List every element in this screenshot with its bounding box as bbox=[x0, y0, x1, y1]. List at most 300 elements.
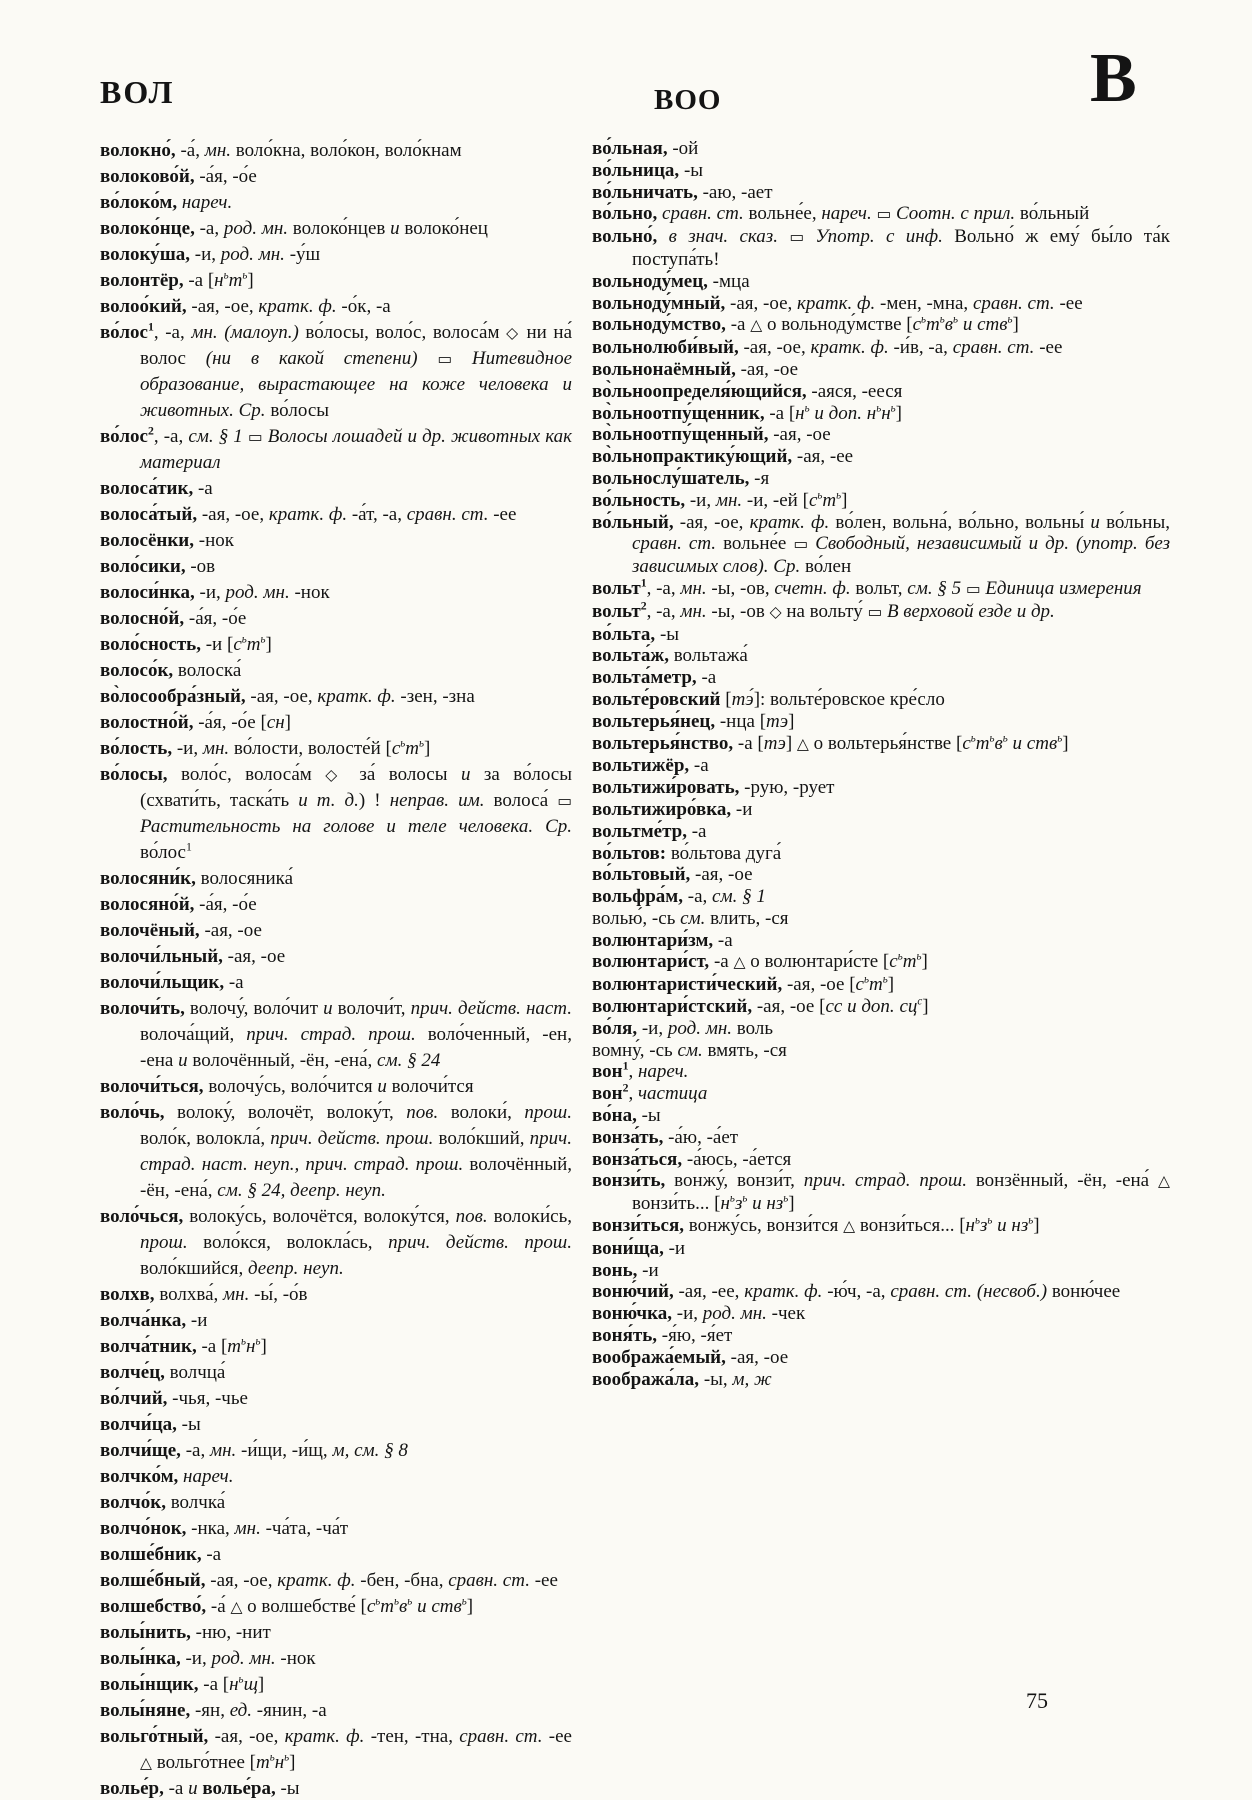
headword: во́льная, bbox=[592, 138, 668, 159]
entry-text: сс bbox=[825, 996, 843, 1018]
headword: во́лость, bbox=[100, 738, 173, 759]
headword: вольтерья́нство, bbox=[592, 732, 734, 754]
headword: волюнтари́зм, bbox=[592, 929, 714, 951]
entry-text: △ bbox=[1158, 1172, 1170, 1191]
entry-text: -мен, -мна, bbox=[875, 292, 973, 314]
entry-text: -а bbox=[709, 951, 734, 973]
headword: воню́чий, bbox=[592, 1281, 674, 1303]
entry-text: ь bbox=[241, 633, 247, 646]
headword: во̀льноопределя́ющийся, bbox=[592, 380, 807, 402]
entry-text: △ bbox=[733, 953, 746, 972]
dictionary-entry bbox=[100, 1490, 572, 1516]
dictionary-entry bbox=[100, 1542, 572, 1568]
entry-text: нареч. bbox=[821, 203, 872, 225]
entry-text: волоку́, волочёт, волоку́т, bbox=[164, 1102, 407, 1123]
dictionary-entry bbox=[100, 164, 572, 190]
entry-text: о волюнтари́сте [ bbox=[745, 951, 890, 973]
entry-text: и bbox=[377, 1076, 387, 1097]
entry-text: ь bbox=[783, 1192, 789, 1205]
headword: вольфра́м, bbox=[592, 886, 683, 908]
entry-text: -ая, -ое, bbox=[205, 1570, 278, 1591]
entry-text: -а bbox=[696, 667, 717, 689]
entry-text: -ая, -ое, bbox=[245, 686, 318, 707]
entry-text: волоко́нец bbox=[399, 218, 488, 239]
dictionary-entry bbox=[100, 1516, 572, 1542]
entry-text: кратк. ф. bbox=[749, 511, 830, 533]
entry-text: -а bbox=[193, 478, 213, 499]
headword: волонтёр, bbox=[100, 270, 184, 291]
dictionary-entry bbox=[100, 1438, 572, 1464]
entry-text: ь bbox=[242, 269, 248, 282]
entry-text: ь bbox=[974, 1214, 980, 1227]
headword: волше́бный, bbox=[100, 1570, 206, 1591]
dictionary-entry bbox=[592, 403, 1170, 425]
dictionary-entry bbox=[592, 381, 1170, 403]
entry-text: ▭ bbox=[247, 428, 263, 446]
dictionary-entry bbox=[592, 733, 1170, 756]
entry-text: -и bbox=[731, 798, 753, 820]
entry-text: -рую, -рует bbox=[739, 777, 835, 799]
dictionary-entry bbox=[592, 226, 1170, 271]
entry-text: см. bbox=[907, 577, 933, 599]
headword: волосяно́й, bbox=[100, 894, 195, 915]
headword: во̀льнопрактику́ющий, bbox=[592, 446, 793, 468]
dictionary-entry bbox=[592, 843, 1170, 865]
dictionary-entry bbox=[592, 512, 1170, 578]
entry-text: -ю́ч, -а, bbox=[822, 1281, 891, 1303]
entry-text: с bbox=[233, 634, 242, 655]
entry-text: -а [ bbox=[196, 1336, 228, 1357]
headword: во́льтов: bbox=[592, 842, 667, 864]
entry-text: во́лен, вольна́, во́льно, вольны́ bbox=[829, 511, 1091, 533]
entry-text: -а [ bbox=[198, 1674, 230, 1695]
dictionary-entry bbox=[100, 1360, 572, 1386]
headword: во́на, bbox=[592, 1105, 637, 1127]
entry-text: см. bbox=[680, 907, 706, 929]
entry-text: § 24, bbox=[247, 1180, 286, 1201]
headword: во́лос bbox=[100, 426, 148, 447]
entry-text: на вольту́ bbox=[781, 600, 868, 622]
entry-text: -а́, bbox=[175, 140, 205, 161]
entry-text: вонжу́, вонзи́т, bbox=[665, 1170, 804, 1192]
headword: во́льта, bbox=[592, 623, 656, 645]
entry-text: -а́я, -о́е bbox=[194, 166, 257, 187]
entry-text: ь bbox=[375, 1595, 381, 1608]
dictionary-entry bbox=[100, 1594, 572, 1620]
entry-text: 1 bbox=[147, 320, 154, 334]
headword: волочи́льщик, bbox=[100, 972, 225, 993]
entry-text: волчца́ bbox=[164, 1362, 226, 1383]
entry-text: -а bbox=[686, 820, 707, 842]
entry-text: мн. bbox=[680, 600, 707, 622]
entry-text: -у́ш bbox=[284, 244, 321, 265]
entry-text: т bbox=[822, 489, 837, 511]
entry-text: ] bbox=[1062, 732, 1069, 754]
headword: волше́бник, bbox=[100, 1544, 202, 1565]
entry-text: -ая, -ое [ bbox=[752, 996, 826, 1018]
entry-text: ] bbox=[921, 951, 928, 973]
dictionary-entry bbox=[592, 886, 1170, 908]
entry-text bbox=[804, 226, 815, 247]
entry-text: ед. bbox=[229, 1700, 253, 1721]
entry-text: ◇ bbox=[769, 602, 782, 621]
entry-text: 1 bbox=[640, 576, 647, 590]
dictionary-entry bbox=[592, 424, 1170, 446]
entry-text: 2 bbox=[622, 1081, 629, 1095]
entry-text: сравн. ст. bbox=[952, 337, 1035, 359]
entry-text: кратк. ф. bbox=[797, 292, 876, 314]
dictionary-entry bbox=[592, 314, 1170, 337]
entry-text: -мца bbox=[707, 270, 750, 292]
dictionary-entry bbox=[100, 996, 572, 1074]
entry-text: -аяся, -ееся bbox=[806, 380, 903, 402]
entry-text: во́лости, волосте́й [ bbox=[229, 738, 392, 759]
dictionary-entry bbox=[100, 1334, 572, 1360]
entry-text: воль bbox=[732, 1017, 773, 1039]
headword: во́льница, bbox=[592, 159, 680, 181]
entry-text: ] bbox=[466, 1596, 474, 1617]
entry-text: волочу́сь, воло́чится bbox=[203, 1076, 378, 1097]
headword: волчко́м, bbox=[100, 1466, 179, 1487]
entry-text: -а bbox=[163, 1778, 189, 1799]
headword: вонза́ться, bbox=[592, 1148, 683, 1170]
entry-text: Растительность на голове и теле человека. Ср. bbox=[140, 816, 572, 837]
entry-text: ь bbox=[836, 489, 842, 502]
dictionary-entry bbox=[592, 446, 1170, 468]
entry-text: -ая, -ее bbox=[792, 446, 854, 468]
headword: волосно́й, bbox=[100, 608, 185, 629]
entry-text: во́лосы, воло́с, волоса́м bbox=[298, 322, 507, 343]
entry-text: -а, bbox=[194, 218, 224, 239]
entry-text: род. мн. bbox=[211, 1648, 276, 1669]
entry-text: -и, bbox=[180, 1648, 212, 1669]
entry-text: вольне́е bbox=[716, 533, 794, 555]
dictionary-entry bbox=[592, 996, 1170, 1018]
entry-text: -ая, -ое, bbox=[673, 511, 750, 533]
headword: во́лчий, bbox=[100, 1388, 168, 1409]
entry-text: ь bbox=[238, 1673, 244, 1686]
entry-text: во́лосы bbox=[265, 400, 330, 421]
entry-text: -янин, -а bbox=[252, 1700, 327, 1721]
section-letter: В bbox=[1090, 40, 1137, 117]
entry-text: -ая, -ее, bbox=[673, 1281, 745, 1303]
entry-text: -ян, bbox=[190, 1700, 230, 1721]
headword: волча́тник, bbox=[100, 1336, 197, 1357]
entry-text: -ая, -ое bbox=[735, 358, 799, 380]
entry-text: кратк. ф. bbox=[284, 1726, 365, 1747]
entry-text: и т. д. bbox=[298, 790, 359, 811]
entry-text: с bbox=[912, 314, 922, 336]
entry-text: -и, bbox=[190, 244, 221, 265]
entry-text: ь bbox=[1028, 1214, 1034, 1227]
entry-text: т bbox=[405, 738, 420, 759]
headword: вообража́ла, bbox=[592, 1368, 700, 1390]
entry-text: Употр. с инф. bbox=[815, 226, 943, 248]
dictionary-entry bbox=[100, 580, 572, 606]
headword: волче́ц, bbox=[100, 1362, 165, 1383]
headword: во́лосы, bbox=[100, 764, 168, 785]
dictionary-entry bbox=[100, 1100, 572, 1204]
entry-text: мн. bbox=[209, 1440, 237, 1461]
dictionary-entry bbox=[592, 777, 1170, 799]
headword: вольтерья́нец, bbox=[592, 710, 716, 732]
entry-text: ь bbox=[989, 732, 995, 745]
entry-text: волочённый, -ён, -ена́, bbox=[187, 1050, 378, 1071]
entry-text: -ее bbox=[1054, 292, 1083, 314]
entry-text: т bbox=[869, 974, 883, 996]
entry-text: частица bbox=[637, 1083, 708, 1105]
headword: вонза́ть, bbox=[592, 1126, 664, 1148]
headword: волчи́ца, bbox=[100, 1414, 177, 1435]
entry-text: ь bbox=[987, 1214, 993, 1227]
entry-text: -нок bbox=[194, 530, 234, 551]
entry-text: во́лос bbox=[140, 842, 186, 863]
entry-text: в bbox=[944, 314, 954, 336]
entry-text: род. мн. bbox=[225, 582, 290, 603]
headword: во́ля, bbox=[592, 1017, 638, 1039]
entry-text: ь bbox=[284, 1751, 290, 1764]
entry-text: т bbox=[246, 634, 261, 655]
entry-text: ь bbox=[890, 402, 896, 415]
entry-text: Волосы лошадей и др. животных как материал bbox=[140, 426, 573, 473]
entry-text: △ bbox=[750, 316, 763, 335]
entry-text bbox=[657, 226, 668, 247]
entry-text: § 8 bbox=[384, 1440, 408, 1461]
entry-text: воло́кшийся, bbox=[140, 1258, 248, 1279]
dictionary-entry bbox=[100, 736, 572, 762]
entry-text: вонзённый, -ён, -ена́ bbox=[966, 1170, 1159, 1192]
entry-text: Соотн. с прил. bbox=[895, 203, 1016, 225]
entry-text: и bbox=[962, 314, 973, 336]
dictionary-entry bbox=[100, 684, 572, 710]
headword: волосо́к, bbox=[100, 660, 174, 681]
entry-text: ] bbox=[260, 1336, 267, 1357]
headword: вольнослу́шатель, bbox=[592, 467, 750, 489]
entry-text: -о́к, -а bbox=[336, 296, 391, 317]
entry-text: -и, bbox=[194, 582, 226, 603]
entry-text: сравн. ст. bbox=[890, 1281, 973, 1303]
entry-text: (малоуп.) bbox=[224, 322, 299, 343]
headword: вольтижиро́вка, bbox=[592, 798, 732, 820]
entry-text: -а́я, -о́е bbox=[194, 894, 257, 915]
headword: волоку́ша, bbox=[100, 244, 191, 265]
entry-text: ] bbox=[1033, 1215, 1040, 1237]
dictionary-entry bbox=[592, 271, 1170, 293]
dictionary-entry bbox=[100, 1724, 572, 1776]
guide-word-left: ВОЛ bbox=[100, 74, 175, 110]
entry-text: -ее bbox=[529, 1570, 558, 1591]
entry-text: и bbox=[460, 764, 471, 785]
entry-text: ) ! bbox=[358, 790, 390, 811]
entry-text: -а bbox=[713, 929, 733, 951]
headword: волюнтари́стский, bbox=[592, 996, 753, 1018]
dictionary-entry bbox=[100, 554, 572, 580]
entry-text: -ы bbox=[275, 1778, 300, 1799]
entry-text: тэ́ bbox=[731, 688, 754, 710]
entry-text: мн. bbox=[234, 1518, 261, 1539]
headword: воня́ть, bbox=[592, 1325, 657, 1347]
headword: волы́няне, bbox=[100, 1700, 191, 1721]
entry-text: и bbox=[997, 1215, 1007, 1237]
entry-text: (несвоб.) bbox=[976, 1281, 1048, 1303]
entry-text: т bbox=[975, 732, 990, 754]
dictionary-entry bbox=[592, 1325, 1170, 1347]
dictionary-column-left bbox=[100, 138, 572, 1800]
entry-text: т bbox=[380, 1596, 395, 1617]
entry-text: т bbox=[255, 1752, 270, 1773]
entry-text: ь bbox=[742, 1192, 748, 1205]
entry-text: ств bbox=[977, 314, 1008, 336]
entry-text: -а [ bbox=[733, 732, 764, 754]
dictionary-entry bbox=[592, 821, 1170, 843]
entry-text: волоска́ bbox=[173, 660, 242, 681]
entry-text: -а́ю, -а́ет bbox=[663, 1126, 739, 1148]
entry-text: с bbox=[855, 974, 864, 996]
dictionary-entry bbox=[592, 359, 1170, 381]
entry-text: ь bbox=[400, 737, 406, 750]
entry-text: волочи́тся bbox=[386, 1076, 474, 1097]
entry-text: Вольно́ ж ему́ бы́ло та́к поступа́ть! bbox=[632, 226, 1171, 270]
entry-text: вольтажа́ bbox=[668, 645, 748, 667]
entry-text: -ая, -ое, bbox=[186, 296, 259, 317]
entry-text: ь bbox=[255, 1335, 261, 1348]
entry-text: -я́ю, -я́ет bbox=[657, 1325, 733, 1347]
entry-text: , -а, bbox=[153, 426, 189, 447]
dictionary-entry bbox=[100, 1698, 572, 1724]
entry-text: ] bbox=[922, 996, 929, 1018]
entry-text: ь bbox=[269, 1751, 275, 1764]
entry-text: сн bbox=[266, 712, 285, 733]
dictionary-entry bbox=[592, 182, 1170, 204]
entry-text: сравн. ст. bbox=[406, 504, 489, 525]
entry-text: о вольноду́мстве [ bbox=[762, 314, 913, 336]
entry-text: волочённый, -ён, -ена́, bbox=[140, 1154, 572, 1201]
entry-text: сравн. ст. bbox=[972, 292, 1055, 314]
entry-text: м, ж bbox=[732, 1368, 772, 1390]
dictionary-entry bbox=[100, 970, 572, 996]
entry-text: см. bbox=[188, 426, 214, 447]
dictionary-entry bbox=[100, 1568, 572, 1594]
entry-text: волоки́сь, bbox=[487, 1206, 572, 1227]
entry-text: воло́кна, воло́кон, воло́кнам bbox=[231, 140, 462, 161]
entry-text: и bbox=[417, 1596, 427, 1617]
dictionary-entry bbox=[592, 624, 1170, 646]
headword: вомну́, -сь bbox=[592, 1039, 678, 1061]
entry-text: т bbox=[227, 1336, 242, 1357]
entry-text: тэ bbox=[763, 732, 786, 754]
entry-text: с bbox=[889, 951, 898, 973]
headword: вольнонаёмный, bbox=[592, 358, 736, 380]
headword: вольно́, bbox=[592, 226, 658, 248]
entry-text: Нитевидное образование, вырастающее на коже человека и животных. bbox=[140, 348, 573, 421]
entry-text: см. bbox=[712, 886, 738, 908]
entry-text: -ы, -ов bbox=[706, 600, 770, 622]
dictionary-entry bbox=[100, 242, 572, 268]
entry-text: -ее bbox=[542, 1726, 572, 1747]
entry-text: сц bbox=[899, 996, 918, 1018]
entry-text: 1 bbox=[622, 1060, 629, 1074]
entry-text: тэ bbox=[766, 710, 789, 732]
entry-text: -ая, -ое, bbox=[197, 504, 269, 525]
headword: вонь, bbox=[592, 1259, 638, 1281]
dictionary-entry bbox=[592, 799, 1170, 821]
entry-text: ] bbox=[788, 710, 795, 732]
entry-text: Свободный, независимый и др. (употр. без зависимых слов). Ср. bbox=[632, 533, 1170, 578]
headword: вольта́ж, bbox=[592, 645, 669, 667]
headword: воло́чься, bbox=[100, 1206, 184, 1227]
entry-text: н bbox=[866, 402, 877, 424]
entry-text: з bbox=[734, 1193, 743, 1215]
headword: волочи́ться, bbox=[100, 1076, 204, 1097]
entry-text: во́лен bbox=[800, 556, 852, 578]
entry-text: -ча́та, -ча́т bbox=[260, 1518, 349, 1539]
dictionary-entry bbox=[592, 293, 1170, 315]
entry-text: -а bbox=[224, 972, 244, 993]
entry-text: -ая, -ое, bbox=[725, 292, 798, 314]
entry-text: мн. bbox=[202, 738, 230, 759]
entry-text: прич. действ. прош. bbox=[388, 1232, 572, 1253]
entry-text: ▭ bbox=[876, 205, 892, 224]
entry-text: △ bbox=[140, 1754, 152, 1772]
entry-text: за во́лосы (схвати́ть, таска́ть bbox=[140, 764, 572, 811]
entry-text: род. мн. bbox=[220, 244, 285, 265]
entry-text: 1 bbox=[185, 840, 192, 854]
entry-text: сравн. ст. bbox=[632, 533, 717, 555]
headword: вольта́метр, bbox=[592, 667, 697, 689]
headword: волостно́й, bbox=[100, 712, 194, 733]
entry-text: ] bbox=[424, 738, 431, 759]
dictionary-entry bbox=[100, 502, 572, 528]
dictionary-entry bbox=[592, 1170, 1170, 1215]
headword: во́льно, bbox=[592, 203, 658, 225]
entry-text: сравн. ст. bbox=[448, 1570, 530, 1591]
headword: волхв, bbox=[100, 1284, 155, 1305]
entry-text: род. мн. bbox=[702, 1303, 767, 1325]
dictionary-entry bbox=[100, 1620, 572, 1646]
dictionary-entry bbox=[100, 762, 572, 866]
entry-text: -зен, -зна bbox=[395, 686, 475, 707]
entry-text: и bbox=[814, 402, 824, 424]
entry-text: деепр. неуп. bbox=[290, 1180, 386, 1201]
entry-text bbox=[778, 226, 789, 247]
headword: волочи́ть, bbox=[100, 998, 185, 1019]
headword: вони́ща, bbox=[592, 1237, 664, 1259]
entry-text: н bbox=[229, 1674, 239, 1695]
dictionary-entry bbox=[592, 951, 1170, 974]
headword: вольтме́тр, bbox=[592, 820, 687, 842]
entry-text: , -а, bbox=[153, 322, 192, 343]
entry-text: прич. страд. прош. bbox=[246, 1024, 416, 1045]
guide-word-right: ВОО bbox=[654, 84, 722, 116]
entry-text: м, см. bbox=[332, 1440, 380, 1461]
entry-text: сравн. ст. bbox=[662, 203, 744, 225]
entry-text: ] bbox=[841, 489, 848, 511]
entry-text: волье́ра, bbox=[202, 1778, 276, 1799]
entry-text: т bbox=[926, 314, 940, 336]
entry-text: н bbox=[246, 1336, 256, 1357]
headword: волюнтаристи́ческий, bbox=[592, 974, 783, 996]
entry-text bbox=[418, 348, 438, 369]
entry-text: ▭ bbox=[965, 579, 981, 598]
entry-text: -ее bbox=[488, 504, 517, 525]
dictionary-entry bbox=[100, 1672, 572, 1698]
dictionary-entry bbox=[592, 645, 1170, 667]
dictionary-entry bbox=[100, 944, 572, 970]
entry-text: см. bbox=[217, 1180, 243, 1201]
entry-text: ь bbox=[241, 1335, 247, 1348]
dictionary-entry bbox=[100, 892, 572, 918]
headword: волшебство́, bbox=[100, 1596, 207, 1617]
